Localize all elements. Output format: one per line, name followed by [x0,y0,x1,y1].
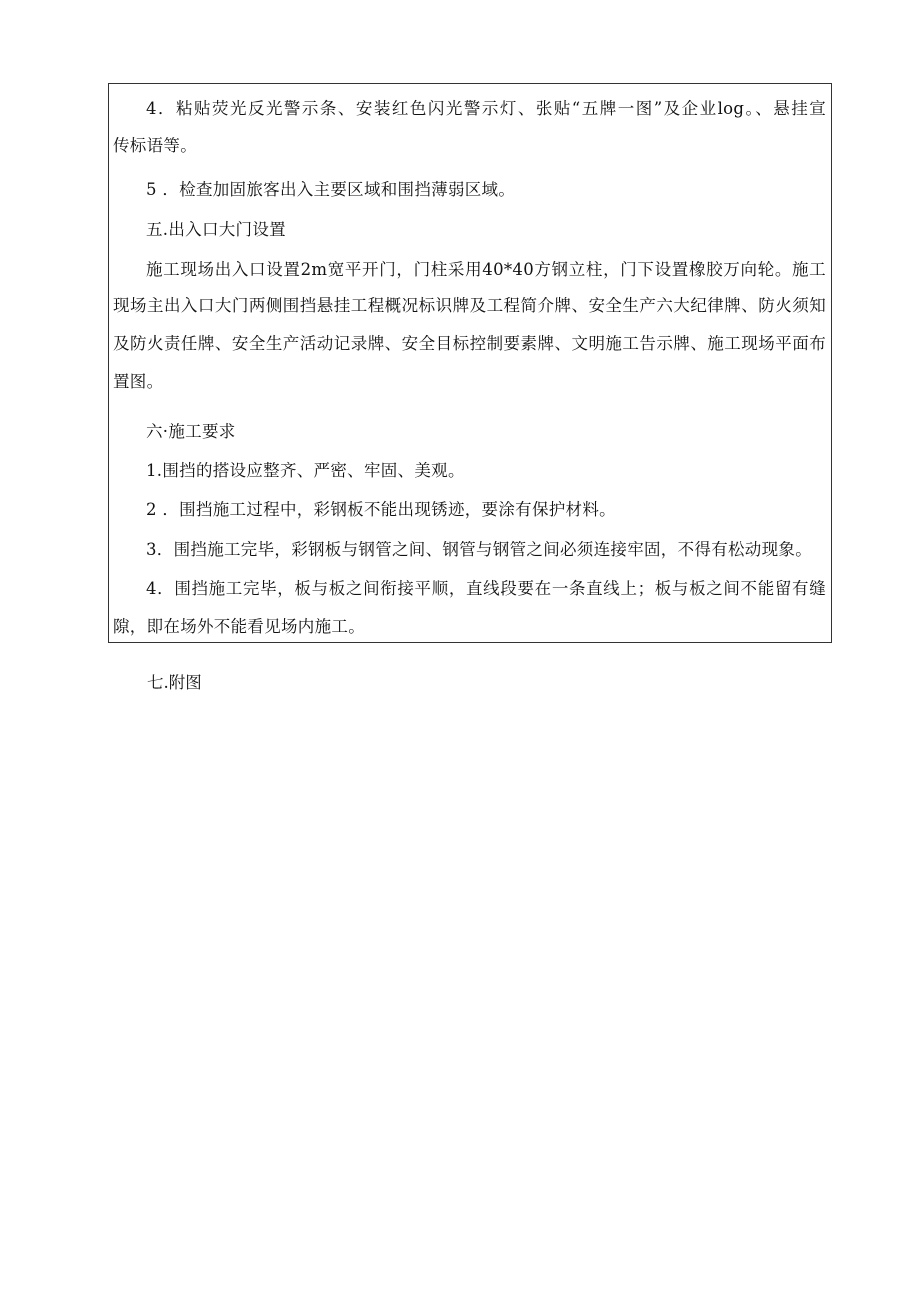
section-5-heading: 五.出入口大门设置 [146,220,286,239]
section-7-heading: 七.附图 [147,673,202,692]
section-6-heading: 六·施工要求 [146,422,236,441]
requirement-1: 1.围挡的搭设应整齐、严密、牢固、美观。 [146,461,465,480]
section-5-paragraph-line-3: 及防火责任牌、安全生产活动记录牌、安全目标控制要素牌、文明施工告示牌、施工现场平面布 [113,334,826,353]
section-5-paragraph-line-2: 现场主出入口大门两侧围挡悬挂工程概况标识牌及工程简介牌、安全生产六大纪律牌、防火须知 [113,296,826,315]
item-4-line-2: 传标语等。 [113,136,197,155]
content-table-cell [108,83,832,643]
item-4-line-1: 4．粘贴荧光反光警示条、安装红色闪光警示灯、张贴“五牌一图”及企业log。、悬挂宣 [146,99,826,118]
requirement-3: 3．围挡施工完毕，彩钢板与钢管之间、钢管与钢管之间必须连接牢固，不得有松动现象。 [146,540,812,559]
requirement-4-line-2: 隙，即在场外不能看见场内施工。 [113,617,365,636]
section-5-paragraph-line-1: 施工现场出入口设置2m宽平开门，门柱采用40*40方钢立柱，门下设置橡胶万向轮。施工 [146,260,826,279]
section-5-paragraph-line-4: 置图。 [113,372,164,391]
requirement-2: 2 ．围挡施工过程中，彩钢板不能出现锈迹，要涂有保护材料。 [146,500,616,519]
requirement-4-line-1: 4．围挡施工完毕，板与板之间衔接平顺，直线段要在一条直线上；板与板之间不能留有缝 [146,579,826,598]
item-5: 5 ．检查加固旅客出入主要区域和围挡薄弱区域。 [146,180,516,199]
